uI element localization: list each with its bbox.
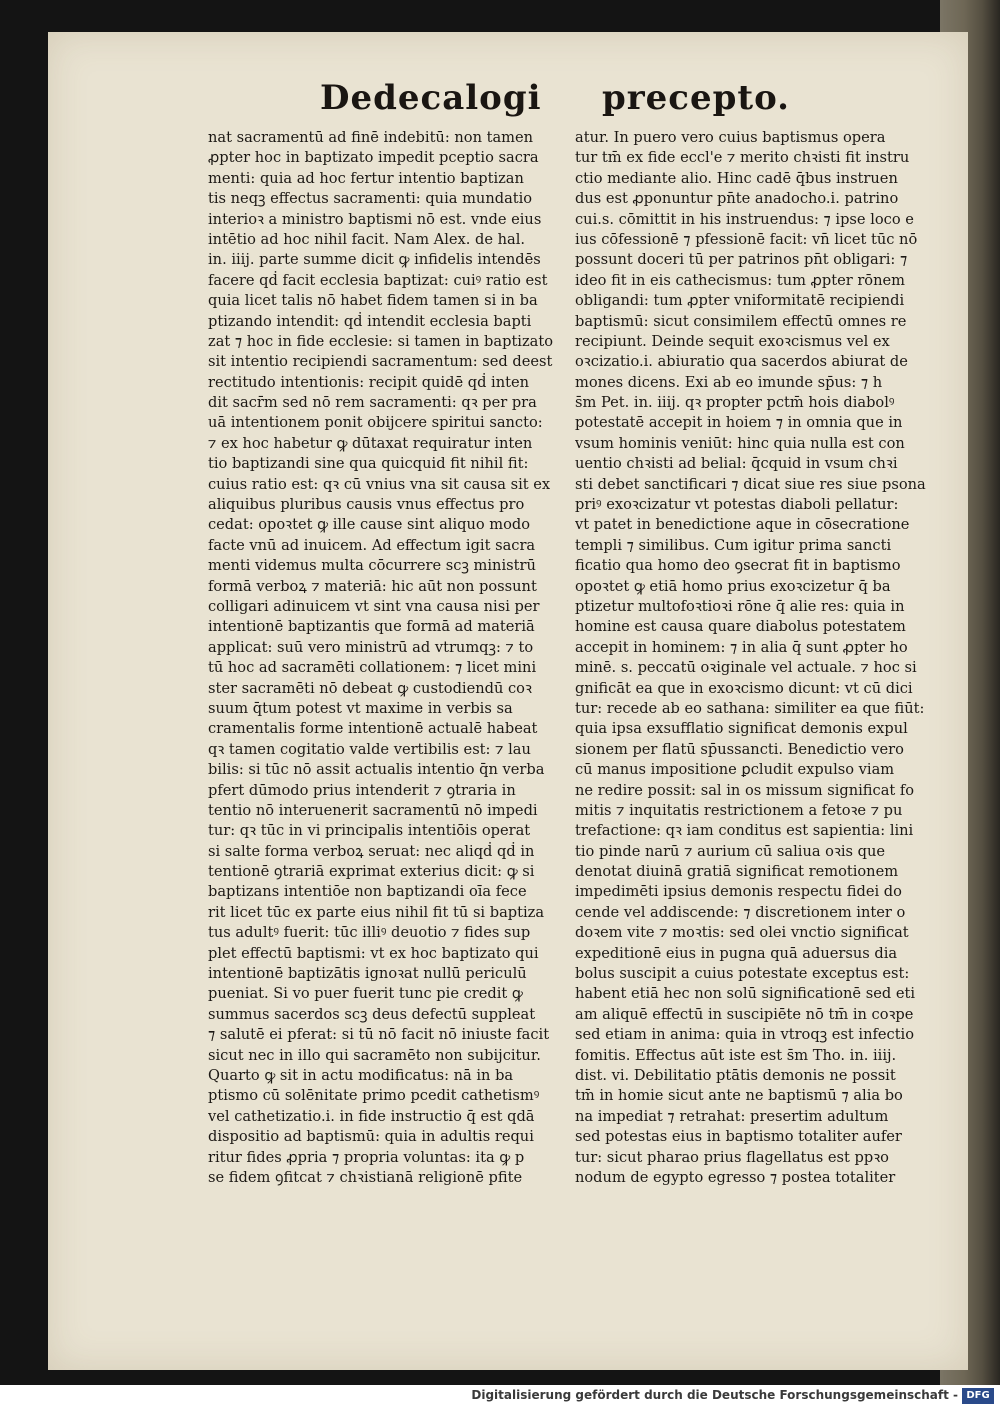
text-line: templi ⁊ similibus. Cum igitur prima sancti [575,536,892,554]
text-line: baptismū: sicut consimilem effectū omnes re [575,312,907,330]
running-head [320,78,790,128]
running-head-right: precepto. [601,78,790,118]
text-line: rit licet tūc ex parte eius nihil fit tū si baptiza [208,903,545,921]
text-line: tur tm̄ ex fide eccl'e ⁊ merito chꝛisti fit instru [575,149,910,167]
text-line: vt patet in benedictione aque in cōsecratione [575,516,910,534]
text-line: in. iiij. parte summe dicit ꝙ infidelis intendēs [208,251,541,269]
text-line: obligandi: tum ꝓpter vniformitatē recipiendi [575,292,905,310]
text-line: habent etiā hec non solū significationē sed eti [575,985,915,1003]
text-line: vel cathetizatio.i. in fide instructio q̄ est qdā [208,1107,535,1125]
text-line: oꝛcizatio.i. abiuratio qua sacerdos abiurat de [575,353,908,371]
text-line: doꝛem vite ⁊ moꝛtis: sed olei vnctio significat [575,924,909,942]
text-line: minē. s. peccatū oꝛiginale vel actuale. ⁊ hoc si [575,659,917,677]
text-line: tur: sicut pharao prius flagellatus est ppꝛo [575,1148,889,1166]
text-line: Quarto ꝙ sit in actu modificatus: nā in ba [208,1066,514,1084]
text-line: fomitis. Effectus aūt iste est s̄m Tho. in. iiij. [575,1046,897,1064]
text-line: facere qḋ facit ecclesia baptizat: cuiꝰ ratio est [208,271,548,289]
text-line: tm̄ in homie sicut ante ne baptismū ⁊ alia bo [575,1087,903,1105]
text-line: sed potestas eius in baptismo totaliter aufer [575,1128,902,1146]
text-line: cū manus impositione ꝑcludit expulso viam [575,761,895,779]
text-line: recipiunt. Deinde sequit exoꝛcismus vel ex [575,332,890,350]
text-line: dist. vi. Debilitatio ptātis demonis ne possit [575,1066,896,1084]
text-line: si salte forma verboꝝ seruat: nec aliqḋ qḋ in [208,842,535,860]
text-line: formā verboꝝ ⁊ materiā: hic aūt non possunt [208,577,537,595]
text-line: quia licet talis nō habet fidem tamen si in ba [208,292,538,310]
text-line: ne redire possit: sal in os missum significat fo [575,781,915,799]
text-line: suum q̄tum potest vt maxime in verbis sa [208,699,513,717]
funding-credit: Digitalisierung gefördert durch die Deutsche Forschungsgemeinschaft - [471,1388,958,1402]
text-line: facte vnū ad inuicem. Ad effectum igit sacra [208,536,536,554]
text-line: sit intentio recipiendi sacramentum: sed deest [208,353,553,371]
text-line: trefactione: qꝛ iam conditus est sapientia: lini [575,822,914,840]
text-line: sionem per flatū sp̄ussancti. Benedictio vero [575,740,904,758]
dfg-logo: DFG [962,1388,994,1404]
text-line: zat ⁊ hoc in fide ecclesie: si tamen in baptizato [208,332,554,350]
text-line: vsum hominis veniūt: hinc quia nulla est con [575,434,905,452]
text-line: gnificāt ea que in exoꝛcismo dicunt: vt cū dici [575,679,913,697]
text-line: tentio nō interuenerit sacramentū nō impedi [208,801,538,819]
text-line: dispositio ad baptismū: quia in adultis requi [208,1128,534,1146]
text-line: menti videmus multa cōcurrere scꝫ ministrū [208,557,536,575]
text-line: opoꝛtet ꝙ etiā homo prius exoꝛcizetur q̄ ba [575,577,891,595]
text-line: tū hoc ad sacramēti collationem: ⁊ licet mini [208,659,537,677]
text-line: ptismo cū solēnitate primo pcedit cathetismꝰ [208,1087,540,1105]
text-line: se fidem ꝯfitcat ⁊ chꝛistianā religionē pfite [208,1168,523,1186]
text-line: sti debet sanctificari ⁊ dicat siue res siue psona [575,475,926,493]
text-line: accepit in hominem: ⁊ in alia q̄ sunt ꝓpter ho [575,638,908,656]
right-text-column [575,128,935,1188]
text-line: nat sacramentū ad finē indebitū: non tamen [208,129,534,146]
text-line: tentionē ꝯtrariā exprimat exterius dicit: ꝙ si [208,863,535,881]
text-line: ideo fit in eis cathecismus: tum ꝓpter rōnem [575,271,905,289]
text-line: uā intentionem ponit obijcere spiritui sancto: [208,414,543,432]
footer-bar [0,1385,1000,1407]
text-line: sicut nec in illo qui sacramēto non subijcitur. [208,1046,541,1064]
text-line: tus adultꝰ fuerit: tūc illiꝰ deuotio ⁊ fides sup [208,924,531,942]
text-line: cramentalis forme intentionē actualē habeat [208,720,538,738]
text-line: pfert dūmodo prius intenderit ⁊ ꝯtraria in [208,781,516,799]
text-line: intentionē baptizantis que formā ad materiā [208,618,535,636]
text-line: ⁊ ex hoc habetur ꝙ dūtaxat requiratur inten [208,434,533,452]
text-line: priꝰ exoꝛcizatur vt potestas diaboli pellatur: [575,496,899,514]
text-line: ritur fides ꝓpria ⁊ propria voluntas: ita ꝙ p [208,1148,525,1166]
text-line: denotat diuinā gratiā significat remotionem [575,863,899,881]
text-line: menti: quia ad hoc fertur intentio baptizan [208,169,524,187]
text-line: am aliquē effectū in suscipiēte nō tm̄ in coꝛpe [575,1005,914,1023]
text-line: tur: recede ab eo sathana: similiter ea que fiūt: [575,699,925,717]
text-line: intentionē baptizātis ignoꝛat nullū periculū [208,965,527,983]
text-line: rectitudo intentionis: recipit quidē qḋ inten [208,373,530,391]
text-line: dit sacr̄m sed nō rem sacramenti: qꝛ per pra [208,394,537,412]
text-line: baptizans intentiōe non baptizandi oīa fece [208,883,527,901]
text-line: ctio mediante alio. Hinc cadē q̄bus instruen [575,169,898,187]
text-line: cui.s. cōmittit in his instruendus: ⁊ ipse loco e [575,210,914,228]
text-line: nodum de egypto egresso ⁊ postea totaliter [575,1168,896,1186]
text-line: impedimēti ipsius demonis respectu fidei do [575,883,902,901]
text-line: ꝓpter hoc in baptizato impedit pceptio sacra [208,149,539,167]
text-line: bilis: si tūc nō assit actualis intentio q̄n verba [208,761,545,779]
text-line: uentio chꝛisti ad belial: q̄cquid in vsum chꝛi [575,455,898,473]
text-line: ius cōfessionē ⁊ pfessionē facit: vn̄ licet tūc nō [575,230,918,248]
text-line: aliquibus pluribus causis vnus effectus pro [208,496,525,514]
text-line: possunt doceri tū per patrinos pn̄t obligari: ⁊ [575,251,908,269]
text-line: interioꝛ a ministro baptismi nō est. vnde eius [208,210,542,228]
text-line: sed etiam in anima: quia in vtroqꝫ est infectio [575,1026,915,1044]
text-line: colligari adinuicem vt sint vna causa nisi per [208,597,540,615]
text-line: plet effectū baptismi: vt ex hoc baptizato qui [208,944,539,962]
text-line: applicat: suū vero ministrū ad vtrumqꝫ: ⁊ to [208,638,534,656]
text-line: cuius ratio est: qꝛ cū vnius vna sit causa sit ex [208,475,551,493]
running-head-left: Dedecalogi [320,78,542,118]
text-line: ster sacramēti nō debeat ꝙ custodiendū coꝛ [208,679,532,697]
text-line: mones dicens. Exi ab eo imunde sp̄us: ⁊ h [575,373,883,391]
text-line: summus sacerdos scꝫ deus defectū suppleat [208,1005,536,1023]
text-line: ficatio qua homo deo ꝯsecrat fit in baptismo [575,557,901,575]
text-line: cedat: opoꝛtet ꝙ ille cause sint aliquo modo [208,516,531,534]
text-line: ptizando intendit: qḋ intendit ecclesia bapti [208,312,532,330]
text-line: tio pinde narū ⁊ aurium cū saliua oꝛis que [575,842,886,860]
text-line: potestatē accepit in hoiem ⁊ in omnia que in [575,414,903,432]
text-line: expeditionē eius in pugna quā aduersus dia [575,944,898,962]
text-line: intētio ad hoc nihil facit. Nam Alex. de hal. [208,230,526,248]
text-line: pueniat. Si vo puer fuerit tunc pie credit ꝙ [208,985,523,1003]
text-line: quia ipsa exsufflatio significat demonis expul [575,720,908,738]
text-line: homine est causa quare diabolus potestatem [575,618,906,636]
text-line: bolus suscipit a cuius potestate exceptus est: [575,965,910,983]
text-line: dus est ꝓponuntur pn̄te anadocho.i. patrino [575,190,899,208]
text-line: na impediat ⁊ retrahat: presertim adultum [575,1107,889,1125]
text-line: s̄m Pet. in. iiij. qꝛ propter pctm̄ hois diabolꝰ [575,394,895,412]
left-text-column [208,128,568,1188]
text-line: tio baptizandi sine qua quicquid fit nihil fit: [208,455,529,473]
text-line: mitis ⁊ inquitatis restrictionem a fetoꝛe ⁊ pu [575,801,903,819]
text-line: tis neqꝫ effectus sacramenti: quia mundatio [208,190,533,208]
text-line: ⁊ salutē ei pferat: si tū nō facit nō iniuste facit [208,1026,550,1044]
text-line: qꝛ tamen cogitatio valde vertibilis est: ⁊ lau [208,740,531,758]
text-line: tur: qꝛ tūc in vi principalis intentiōis operat [208,822,531,840]
text-line: cende vel addiscende: ⁊ discretionem inter o [575,903,906,921]
text-line: ptizetur multofoꝛtioꝛi rōne q̄ alie res: quia in [575,597,905,615]
text-line: atur. In puero vero cuius baptismus opera [575,129,886,146]
